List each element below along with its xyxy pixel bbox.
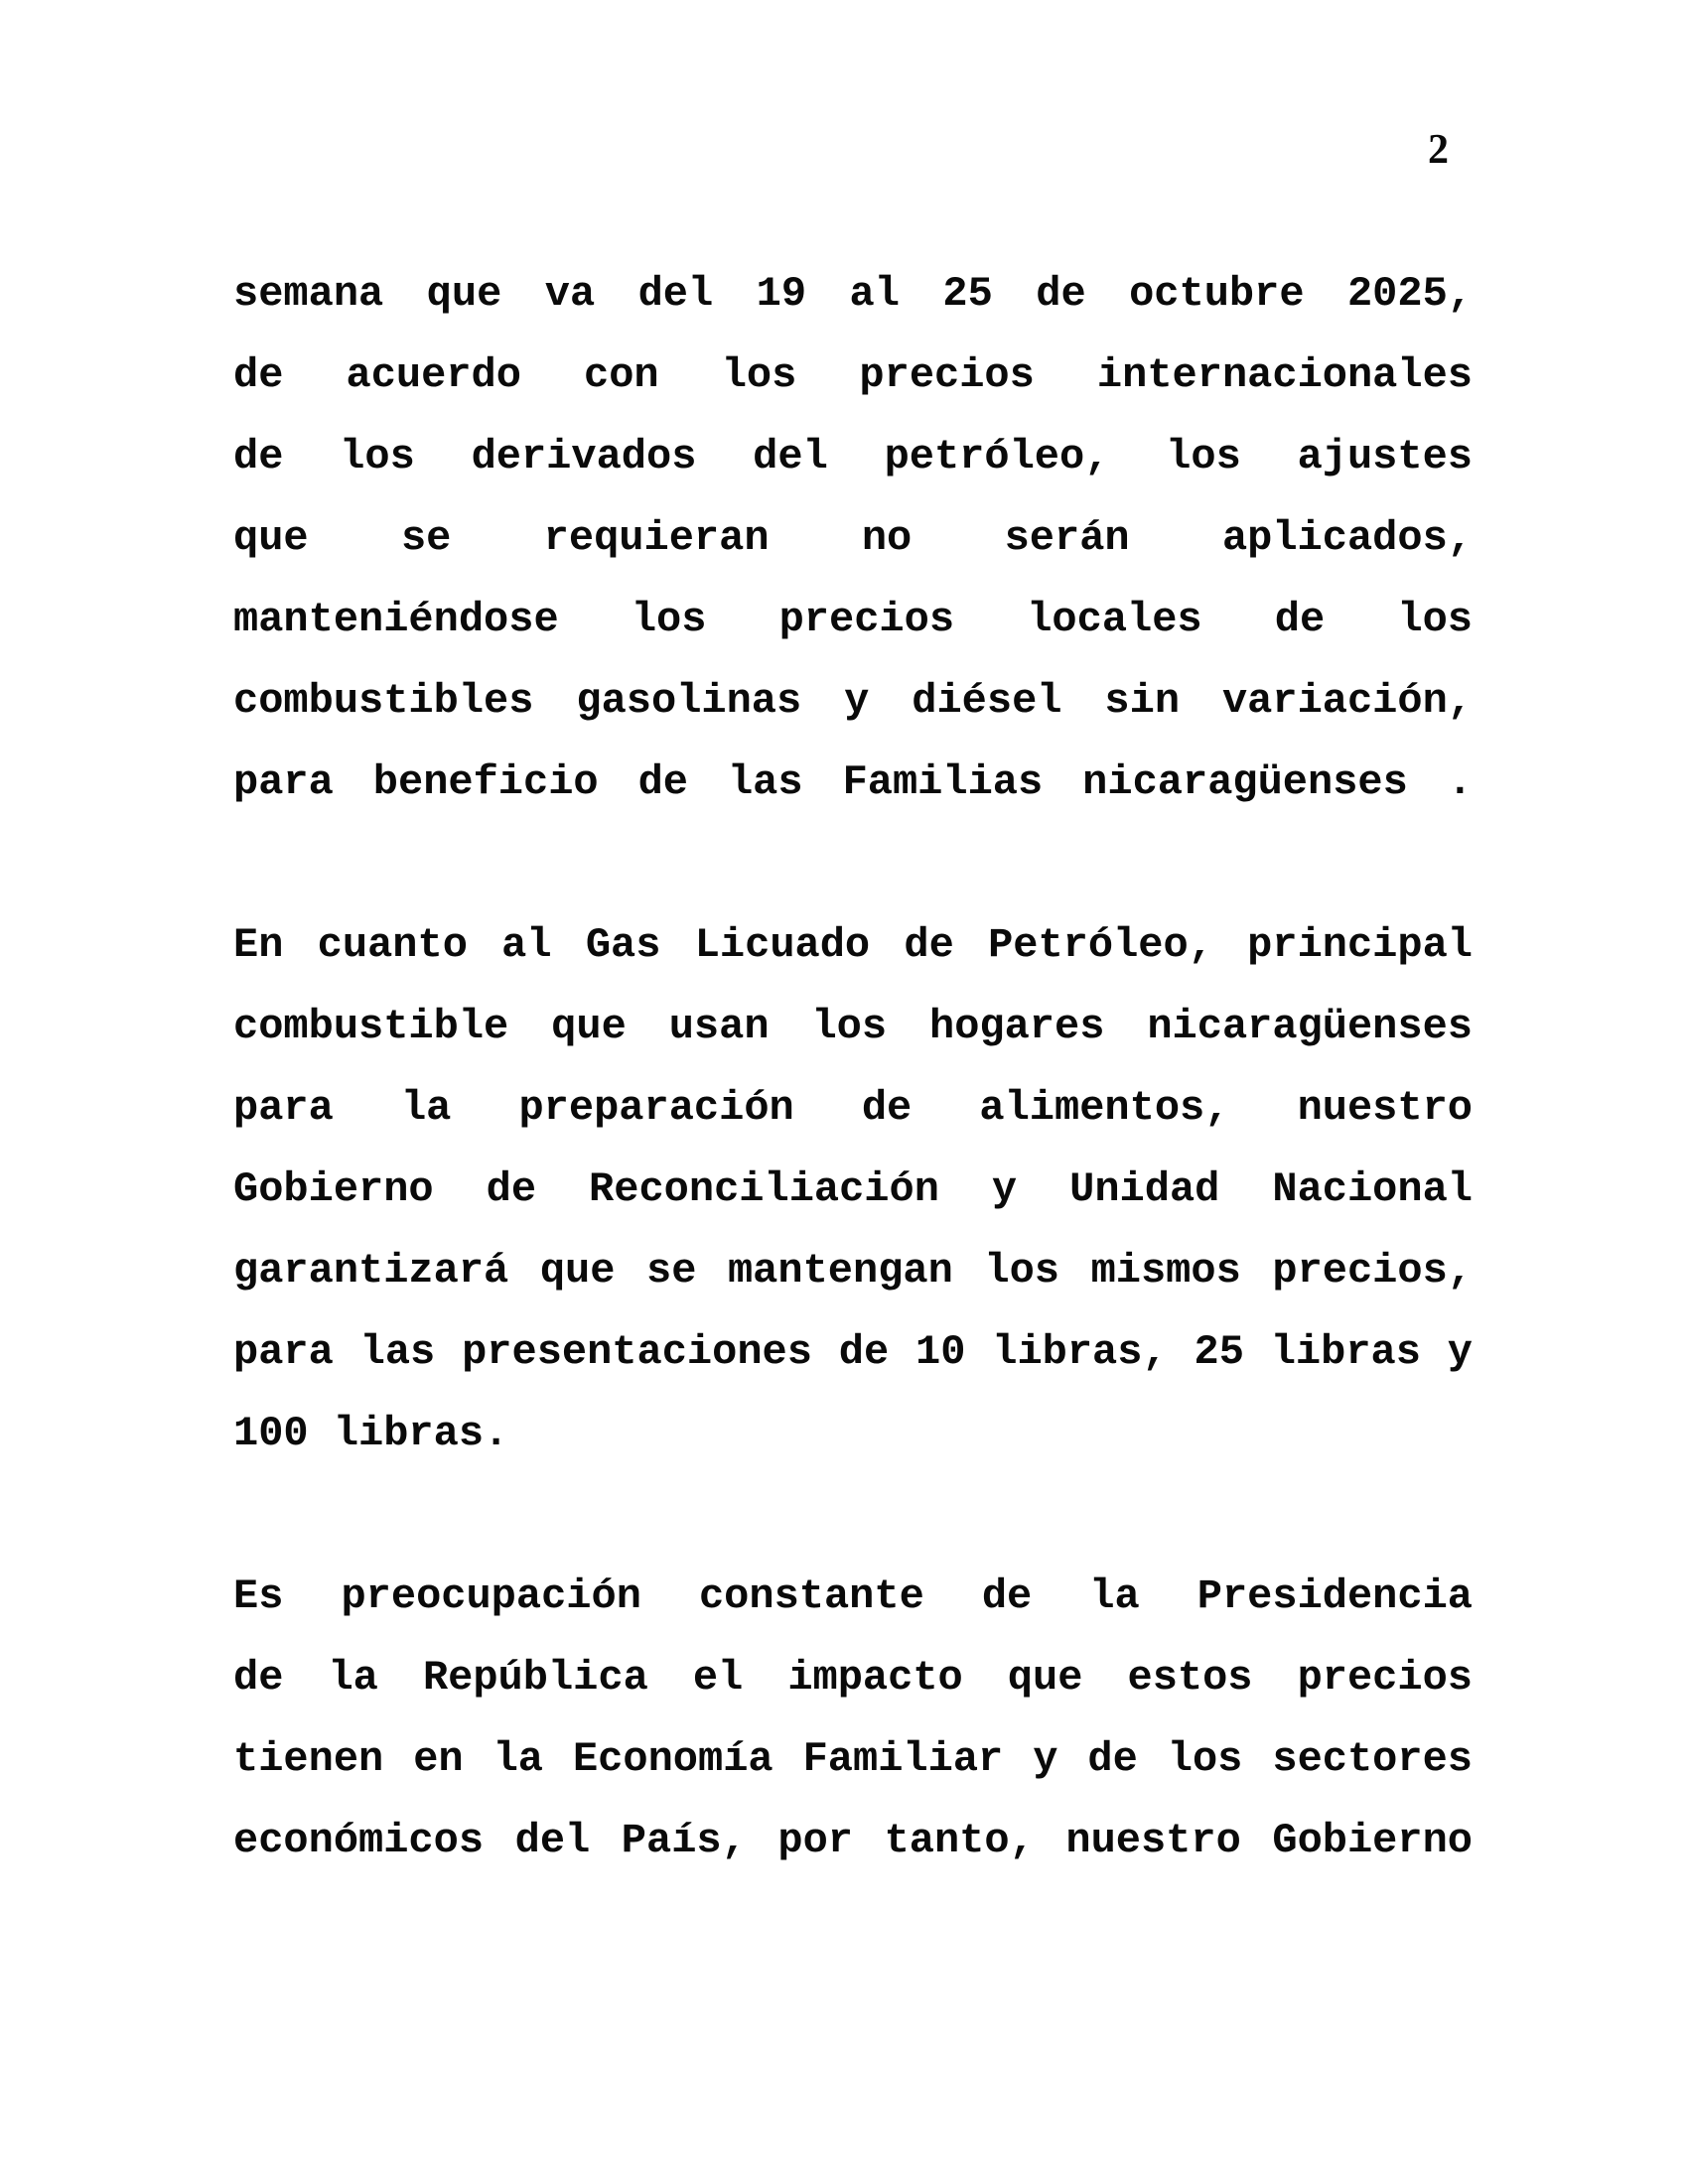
text-line: Gobierno de Reconciliación y Unidad Nacional bbox=[233, 1165, 1473, 1213]
text-line: En cuanto al Gas Licuado de Petróleo, principal bbox=[233, 921, 1473, 969]
text-line: Es preocupación constante de la Presidencia bbox=[233, 1572, 1473, 1620]
text-line: para las presentaciones de 10 libras, 25 libras y bbox=[233, 1328, 1473, 1376]
text-line: manteniéndose los precios locales de los bbox=[233, 596, 1473, 643]
text-line: económicos del País, por tanto, nuestro Gobierno bbox=[233, 1817, 1473, 1864]
text-line: combustibles gasolinas y diésel sin variación, bbox=[233, 677, 1473, 725]
text-line: de los derivados del petróleo, los ajustes bbox=[233, 433, 1473, 480]
text-line: semana que va del 19 al 25 de octubre 2025, bbox=[233, 270, 1473, 318]
paragraph bbox=[233, 253, 1473, 823]
text-line: 100 libras. bbox=[233, 1410, 509, 1457]
text-line: tienen en la Economía Familiar y de los sectores bbox=[233, 1735, 1473, 1783]
text-line: combustible que usan los hogares nicaragüenses bbox=[233, 1003, 1473, 1050]
paragraph bbox=[233, 904, 1473, 1474]
text-line: garantizará que se mantengan los mismos precios, bbox=[233, 1247, 1473, 1295]
text-line: para la preparación de alimentos, nuestro bbox=[233, 1084, 1473, 1132]
document-body bbox=[233, 253, 1473, 1881]
text-line: para beneficio de las Familias nicaragüenses . bbox=[233, 758, 1473, 806]
text-line: de acuerdo con los precios internacionales bbox=[233, 351, 1473, 399]
text-line: de la República el impacto que estos precios bbox=[233, 1654, 1473, 1702]
page-number: 2 bbox=[1428, 127, 1449, 173]
text-line: que se requieran no serán aplicados, bbox=[233, 514, 1473, 562]
paragraph bbox=[233, 1556, 1473, 1881]
